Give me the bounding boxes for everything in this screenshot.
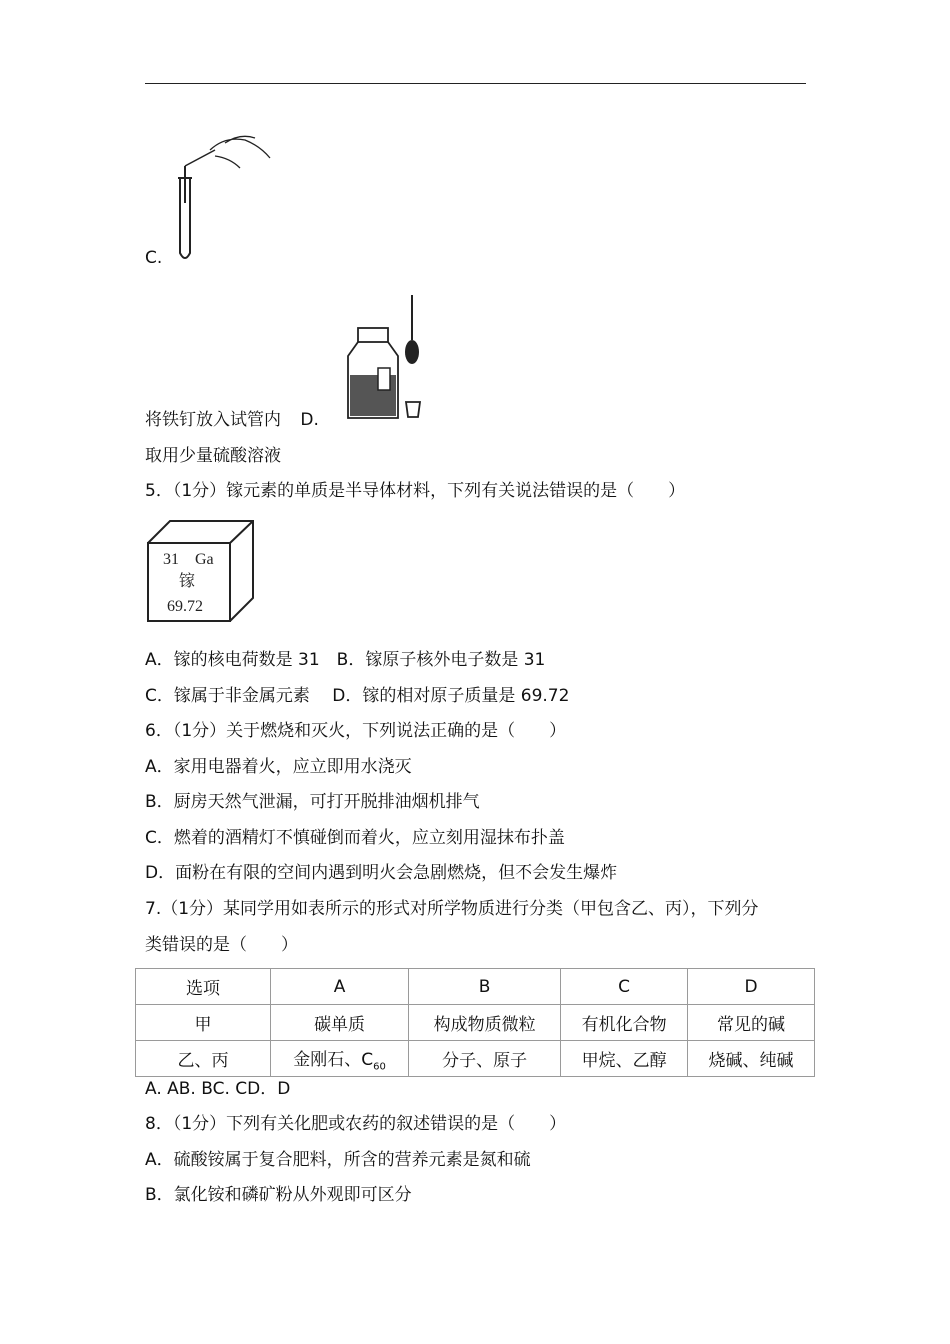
q8-stem: 8．（1分）下列有关化肥或农药的叙述错误的是（ ） — [145, 1114, 567, 1134]
q8-option-a: A．硫酸铵属于复合肥料，所含的营养元素是氮和硫 — [145, 1150, 531, 1170]
table-cell: D — [688, 969, 815, 1005]
table-cell: 甲 — [136, 1005, 271, 1041]
q7-stem-line1: 7.（1分）某同学用如表所示的形式对所学物质进行分类（甲包含乙、丙），下列分 — [145, 899, 759, 919]
table-cell: C — [561, 969, 688, 1005]
cell-text: 金刚石、C — [293, 1049, 374, 1070]
table-cell: 有机化合物 — [561, 1005, 688, 1041]
q7-options: A. AB. BC. CD．D — [145, 1079, 291, 1099]
q7-stem-line2: 类错误的是（ ） — [145, 935, 298, 955]
option-d-label: D. — [300, 410, 319, 430]
table-cell: A — [271, 969, 409, 1005]
table-cell: 分子、原子 — [409, 1041, 561, 1077]
caption-option-d: 取用少量硫酸溶液 — [145, 446, 281, 466]
table-cell: 甲烷、乙醇 — [561, 1041, 688, 1077]
table-cell: 选项 — [136, 969, 271, 1005]
element-mass: 69.72 — [167, 598, 203, 615]
q5-options-ab: A．镓的核电荷数是 31 B．镓原子核外电子数是 31 — [145, 650, 546, 670]
q6-option-b: B．厨房天然气泄漏，可打开脱排油烟机排气 — [145, 792, 480, 812]
q8-option-b: B．氯化铵和磷矿粉从外观即可区分 — [145, 1185, 412, 1205]
table-cell — [271, 1041, 409, 1077]
option-c-label: C. — [145, 248, 163, 268]
q6-option-d: D．面粉在有限的空间内遇到明火会急剧燃烧，但不会发生爆炸 — [145, 863, 618, 883]
header-rule — [145, 83, 806, 84]
classification-table — [135, 968, 815, 1077]
table-row — [136, 1041, 815, 1077]
gallium-element-card — [145, 518, 257, 624]
table-cell: 常见的碱 — [688, 1005, 815, 1041]
q6-option-c: C．燃着的酒精灯不慎碰倒而着火，应立刻用湿抹布扑盖 — [145, 828, 565, 848]
caption-option-c: 将铁钉放入试管内 — [145, 410, 281, 430]
reagent-bottle-figure — [340, 290, 440, 422]
element-name: 镓 — [179, 571, 196, 590]
table-cell: 烧碱、纯碱 — [688, 1041, 815, 1077]
table-cell: B — [409, 969, 561, 1005]
c60-subscript: 60 — [373, 1061, 386, 1073]
table-cell: 构成物质微粒 — [409, 1005, 561, 1041]
element-symbol: Ga — [195, 551, 214, 568]
q5-options-cd: C．镓属于非金属元素 D．镓的相对原子质量是 69.72 — [145, 686, 570, 706]
table-cell: 碳单质 — [271, 1005, 409, 1041]
q6-stem: 6．（1分）关于燃烧和灭火，下列说法正确的是（ ） — [145, 721, 567, 741]
q6-option-a: A．家用电器着火，应立即用水浇灭 — [145, 757, 412, 777]
table-header-row — [136, 969, 815, 1005]
test-tube-figure — [170, 128, 280, 263]
table-cell: 乙、丙 — [136, 1041, 271, 1077]
q5-stem: 5．（1分）镓元素的单质是半导体材料，下列有关说法错误的是（ ） — [145, 481, 686, 501]
element-number: 31 — [163, 551, 179, 568]
table-row — [136, 1005, 815, 1041]
